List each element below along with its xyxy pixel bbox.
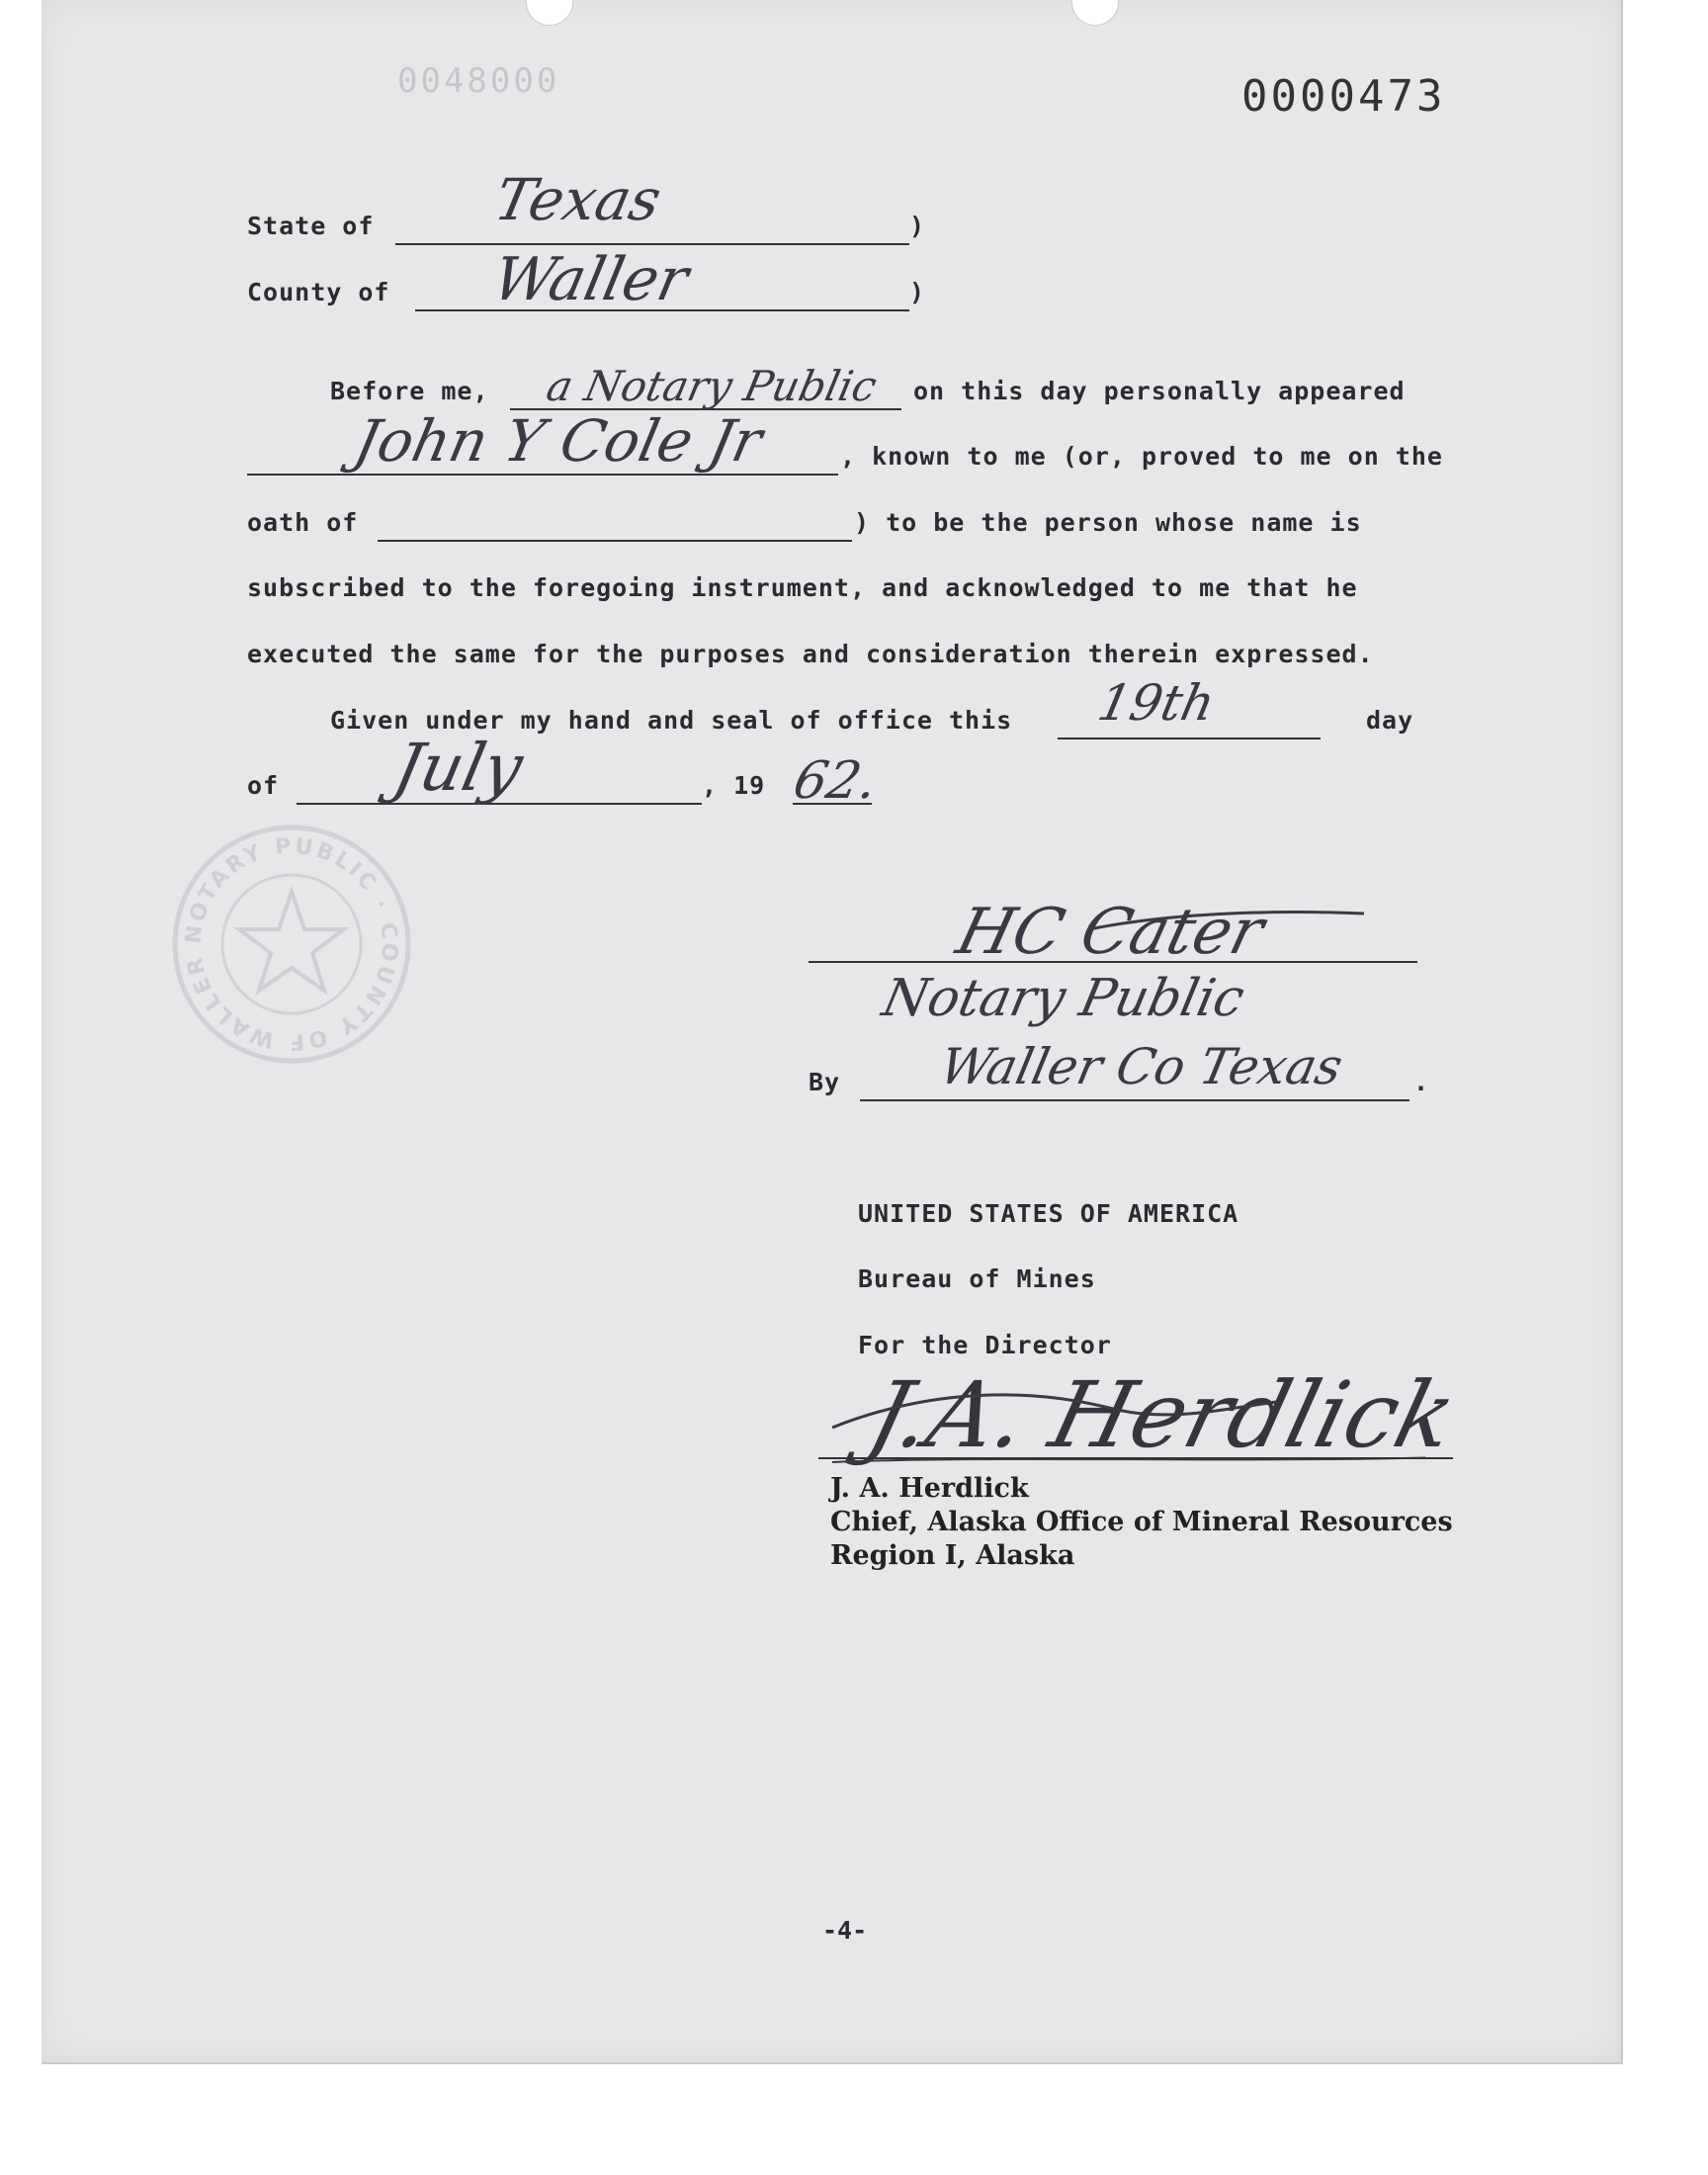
usa-heading: UNITED STATES OF AMERICA [858,1199,1239,1228]
of-label: of [247,771,280,800]
bureau-of-mines: Bureau of Mines [858,1264,1096,1293]
for-the-director: For the Director [858,1331,1112,1359]
notary-title-handwritten: Notary Public [877,969,1250,1028]
para-oath-of: oath of [247,508,359,537]
punch-hole-left [526,0,573,26]
document-number: 0000473 [1241,71,1446,122]
day-value-handwritten: 19th [1092,674,1221,732]
county-value-handwritten: Waller [486,245,695,314]
ghost-stamp-number: 0048000 [397,61,560,101]
signer-region: Region I, Alaska [830,1540,1075,1571]
year-prefix: , 19 [702,771,766,800]
oath-underline [378,540,852,542]
seal-text: NOTARY PUBLIC · COUNTY OF WALLER [181,833,402,1055]
director-signature-flourish [812,1368,1425,1477]
page-number: -4- [822,1916,868,1945]
year-value-handwritten: 62. [788,751,884,811]
para-executed: executed the same for the purposes and consideration therein expressed. [247,640,1374,668]
seal-emblem-icon [168,821,415,1068]
notary-signature: HC Cater [949,896,1271,969]
notary-seal [168,821,415,1068]
by-underline [860,1099,1409,1101]
county-paren: ) [909,278,926,306]
svg-text:NOTARY PUBLIC · COUNTY OF WALL [182,834,402,1055]
state-label: State of [247,212,375,240]
day-label: day [1366,706,1414,735]
punch-hole-right [1071,0,1119,26]
by-label: By [809,1068,841,1096]
notary-location-handwritten: Waller Co Texas [934,1038,1348,1095]
para-known-to-me: , known to me (or, proved to me on the [840,442,1443,471]
person-name-handwritten: John Y Cole Jr [348,407,768,475]
document-page [42,0,1623,2064]
month-value-handwritten: July [386,730,530,806]
para-before-me: Before me, [330,377,489,405]
signer-title: Chief, Alaska Office of Mineral Resources [830,1507,1453,1537]
director-signature: J.A. Herdlick [858,1362,1466,1468]
para-subscribed: subscribed to the foregoing instrument, and acknowledged to me that he [247,573,1358,602]
by-period: . [1413,1068,1430,1096]
state-paren: ) [909,212,926,240]
para-person-whose-name: ) to be the person whose name is [854,508,1362,537]
notary-role-handwritten: a Notary Public [542,362,882,410]
state-value-handwritten: Texas [488,166,667,233]
signer-name: J. A. Herdlick [830,1473,1029,1504]
para-on-this-day: on this day personally appeared [913,377,1406,405]
county-label: County of [247,278,390,306]
day-underline [1058,738,1321,740]
notary-signature-flourish [1089,908,1366,937]
given-under-hand: Given under my hand and seal of office this [330,706,1013,735]
director-signature-line [818,1457,1453,1459]
